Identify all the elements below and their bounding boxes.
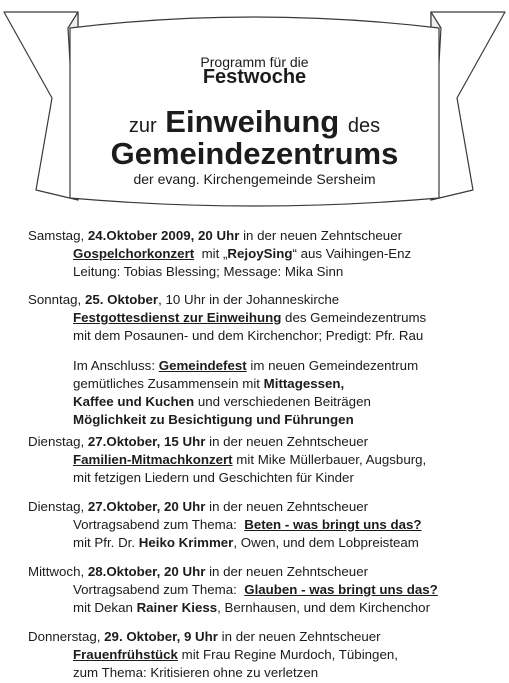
event-mittwoch-28-oktober (28, 563, 504, 617)
event-date-line: Sonntag, 25. Oktober, 10 Uhr in der Johanneskirche (28, 292, 340, 307)
event-title-line: Frauenfrühstück mit Frau Regine Murdoch, Tübingen, (73, 647, 398, 662)
event-extra-title: Gemeindefest (158, 358, 247, 373)
heading-kirchengemeinde: der evang. Kirchengemeinde Sersheim (133, 171, 376, 187)
event-detail-line: Leitung: Tobias Blessing; Message: Mika Sinn (73, 264, 344, 279)
event-date: 24.Oktober 2009, 20 Uhr (87, 228, 240, 243)
event-date-line: Donnerstag, 29. Oktober, 9 Uhr in der neuen Zehntscheuer (28, 629, 381, 644)
event-dienstag-27-oktober-20 (28, 498, 504, 552)
event-extra-line-4: Möglichkeit zu Besichtigung und Führungen (73, 412, 354, 427)
event-title: Gospelchorkonzert (73, 246, 195, 261)
event-date: 27.Oktober, 15 Uhr (87, 434, 206, 449)
event-date-line: Samstag, 24.Oktober 2009, 20 Uhr in der neuen Zehntscheuer (28, 228, 403, 243)
event-title: Familien-Mitmachkonzert (73, 452, 233, 467)
event-date-line: Dienstag, 27.Oktober, 20 Uhr in der neuen Zehntscheuer (28, 499, 369, 514)
heading-einweihung-word: Einweihung (165, 104, 340, 139)
event-date-line: Dienstag, 27.Oktober, 15 Uhr in der neuen Zehntscheuer (28, 434, 369, 449)
heading-gemeindezentrums: Gemeindezentrums (110, 136, 399, 171)
event-sonntag-25-oktober (28, 291, 504, 429)
event-guest-line: mit Pfr. Dr. Heiko Krimmer, Owen, und dem Lobpreisteam (73, 535, 419, 550)
event-dienstag-27-oktober-15 (28, 433, 504, 487)
event-title-line: Familien-Mitmachkonzert mit Mike Müllerbauer, Augsburg, (73, 452, 427, 467)
event-guest-line: mit Dekan Rainer Kiess, Bernhausen, und dem Kirchenchor (73, 600, 431, 615)
heading-line-1: Programm für die (200, 54, 309, 70)
event-title: Frauenfrühstück (73, 647, 178, 662)
event-talk-line: Vortragsabend zum Thema: Glauben - was bringt uns das? (73, 582, 438, 597)
event-talk-title: Beten - was bringt uns das? (244, 517, 422, 532)
event-date: 25. Oktober (84, 292, 159, 307)
event-date: 28.Oktober, 20 Uhr (87, 564, 206, 579)
event-title-line: Festgottesdienst zur Einweihung des Gemeindezentrums (73, 310, 427, 325)
event-samstag-24-oktober (28, 227, 504, 281)
event-talk-title: Glauben - was bringt uns das? (244, 582, 438, 597)
event-extra-line-3: Kaffee und Kuchen und verschiedenen Beiträgen (73, 394, 371, 409)
heading-zur: zur (128, 115, 157, 137)
heading-festwoche: Festwoche (202, 66, 307, 88)
event-donnerstag-29-oktober (28, 628, 504, 682)
event-extra-line-2: gemütliches Zusammensein mit Mittagessen, (73, 376, 345, 391)
event-extra-line: Im Anschluss: Gemeindefest im neuen Gemeindezentrum (73, 358, 419, 373)
event-detail-line: mit dem Posaunen- und dem Kirchenchor; Predigt: Pfr. Rau (73, 328, 424, 343)
event-title: Festgottesdienst zur Einweihung (73, 310, 282, 325)
event-guest: RejoySing (227, 246, 293, 261)
event-date: 27.Oktober, 20 Uhr (87, 499, 206, 514)
heading-des: des (347, 115, 381, 137)
event-date: 29. Oktober, 9 Uhr (104, 629, 218, 644)
event-detail-line: mit fetzigen Liedern und Geschichten für Kinder (73, 470, 354, 485)
event-title-line: Gospelchorkonzert mit „RejoySing“ aus Vaihingen-Enz (73, 246, 412, 261)
event-date-line: Mittwoch, 28.Oktober, 20 Uhr in der neuen Zehntscheuer (28, 564, 369, 579)
event-detail-line: zum Thema: Kritisieren ohne zu verletzen (73, 665, 319, 680)
event-guest: Heiko Krimmer (138, 535, 234, 550)
event-talk-line: Vortragsabend zum Thema: Beten - was bringt uns das? (73, 517, 422, 532)
event-guest: Rainer Kiess (136, 600, 218, 615)
